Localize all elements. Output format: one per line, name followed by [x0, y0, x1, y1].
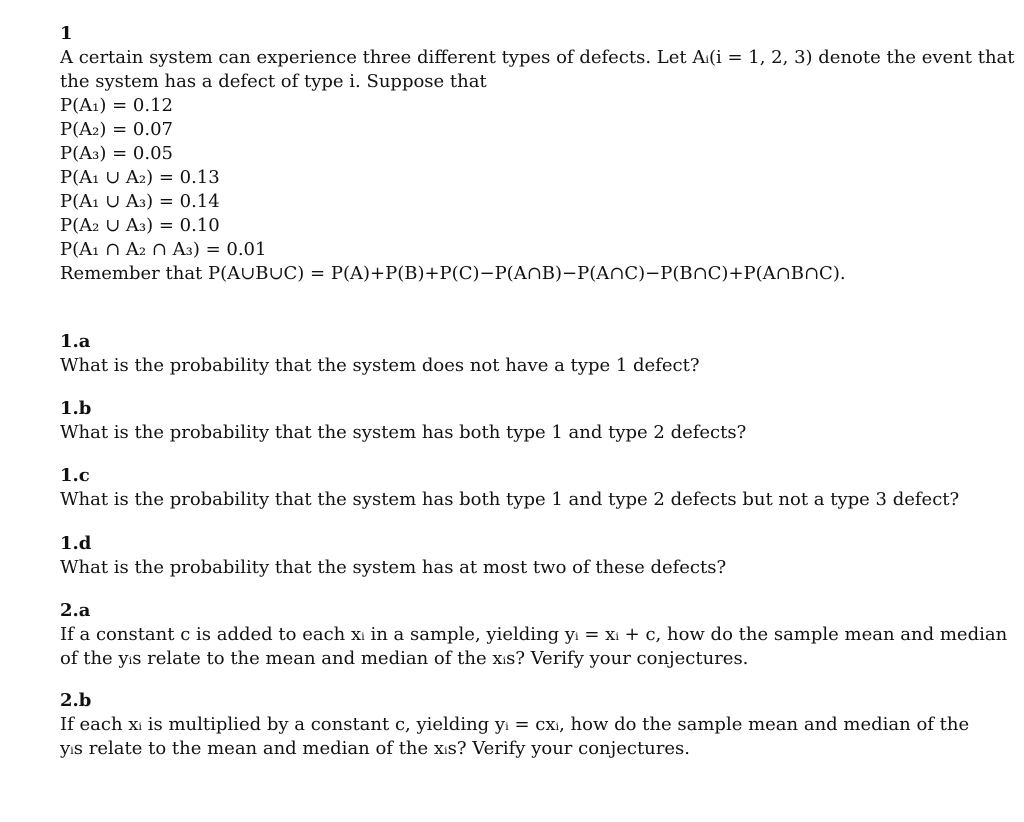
question-label: 2.a — [60, 600, 91, 621]
given-probability-a2: P(A₂) = 0.07 — [60, 119, 173, 140]
given-probability-a2-union-a3: P(A₂ ∪ A₃) = 0.10 — [60, 215, 220, 236]
question-label: 1.a — [60, 331, 91, 352]
given-probability-a1-union-a3: P(A₁ ∪ A₃) = 0.14 — [60, 191, 220, 212]
given-probability-a1-intersect-a2-intersect-a3: P(A₁ ∩ A₂ ∩ A₃) = 0.01 — [60, 239, 267, 260]
problem-intro-line-2: the system has a defect of type i. Suppose that — [60, 71, 487, 92]
problem-intro-line-1: A certain system can experience three different types of defects. Let Aᵢ(i = 1, 2, 3) denote the event that — [60, 47, 1015, 68]
question-2a — [60, 599, 1008, 671]
question-text-line-2: of the yᵢs relate to the mean and median of the xᵢs? Verify your conjectures. — [60, 648, 749, 669]
document-page — [60, 22, 1015, 759]
question-text: What is the probability that the system has both type 1 and type 2 defects but not a type 3 defect? — [60, 489, 960, 510]
question-2b — [60, 689, 970, 761]
problem-number: 1 — [60, 23, 73, 44]
question-label: 2.b — [60, 690, 92, 711]
question-text: What is the probability that the system does not have a type 1 defect? — [60, 355, 700, 376]
inclusion-exclusion-reminder: Remember that P(A∪B∪C) = P(A)+P(B)+P(C)−P(A∩B)−P(A∩C)−P(B∩C)+P(A∩B∩C). — [60, 263, 846, 284]
question-1b — [60, 397, 970, 445]
question-label: 1.c — [60, 465, 90, 486]
given-probability-a1: P(A₁) = 0.12 — [60, 95, 173, 116]
question-label: 1.b — [60, 398, 92, 419]
given-probability-a3: P(A₃) = 0.05 — [60, 143, 173, 164]
given-probability-a1-union-a2: P(A₁ ∪ A₂) = 0.13 — [60, 167, 220, 188]
question-1c — [60, 464, 970, 512]
question-text-line-1: If each xᵢ is multiplied by a constant c, yielding yᵢ = cxᵢ, how do the sample mean and median of the — [60, 714, 970, 735]
question-1a — [60, 330, 970, 378]
question-label: 1.d — [60, 533, 92, 554]
question-text-line-1: If a constant c is added to each xᵢ in a sample, yielding yᵢ = xᵢ + c, how do the sample mean and median — [60, 624, 1008, 645]
question-1d — [60, 532, 970, 580]
question-text-line-2: yᵢs relate to the mean and median of the xᵢs? Verify your conjectures. — [60, 738, 690, 759]
question-text: What is the probability that the system has at most two of these defects? — [60, 557, 727, 578]
question-text: What is the probability that the system has both type 1 and type 2 defects? — [60, 422, 747, 443]
